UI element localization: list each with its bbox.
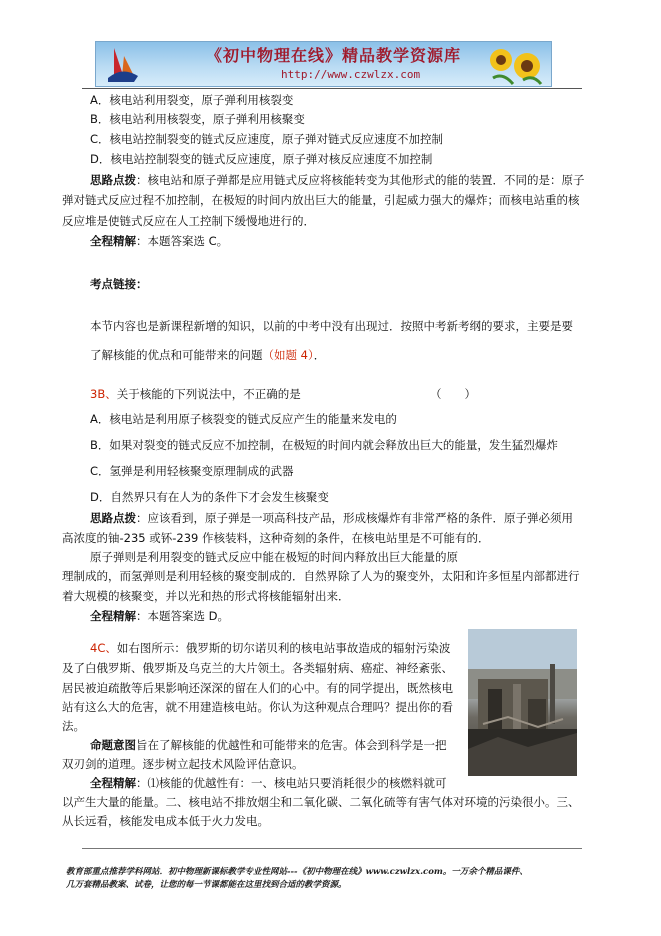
idea-line: 反应堆是使链式反应在人工控制下缓慢地进行的．	[62, 214, 315, 228]
answer-text: 以产生大量的能量。二、核电站不排放烟尘和二氧化碳、二氧化硫等有害气体对环境的污染很小。三、	[62, 795, 580, 809]
purpose-text: 双刃剑的道理。逐步树立起技术风险评估意识。	[62, 757, 304, 771]
answer-label: 全程精解	[90, 776, 136, 790]
question-text: 及了白俄罗斯、俄罗斯及乌克兰的大片领土。各类辐射病、癌症、神经紊张、	[62, 661, 453, 675]
section-heading: 考点链接：	[90, 277, 148, 291]
answer-paragraph	[90, 775, 447, 791]
answer-paragraph	[90, 233, 228, 249]
answer-paragraph	[90, 608, 229, 624]
answer-parens: （ ）	[430, 387, 476, 401]
example-ref: （如题 4）	[262, 348, 314, 362]
question-text: 如右图所示：俄罗斯的切尔诺贝利的核电站事故造成的辐射污染波	[116, 641, 451, 655]
answer-text: ：⑴核能的优越性有：一、核电站只要消耗很少的核燃料就可	[136, 776, 447, 790]
question-3b-stem	[90, 386, 301, 402]
link-text: 了解核能的优点和可能带来的问题	[90, 348, 263, 362]
question-4c-stem	[90, 640, 450, 656]
option-d: D．自然界只有在人为的条件下才会发生核聚变	[90, 490, 329, 504]
question-text: 居民被迫疏散等后果影响还深深的留在人们的心中。有的同学提出，既然核电	[62, 681, 453, 695]
option-c: C．氢弹是利用轻核聚变原理制成的武器	[90, 464, 294, 478]
idea-paragraph	[90, 172, 585, 188]
question-text: 关于核能的下列说法中，不正确的是	[116, 387, 301, 401]
option-a: A．核电站利用裂变，原子弹利用核裂变	[90, 93, 294, 107]
option-b: B．核电站利用核裂变，原子弹利用核聚变	[90, 112, 305, 126]
answer-text: ：本题答案选 D。	[136, 609, 230, 623]
idea-line: 理制成的，而氢弹则是利用轻核的聚变制成的．自然界除了人为的聚变外，太阳和许多恒星内部都进行	[62, 569, 580, 583]
answer-label: 全程精解	[90, 609, 136, 623]
idea-label: 思路点拨	[90, 511, 136, 525]
reactor-photo	[468, 629, 577, 776]
answer-text: ：本题答案选 C。	[136, 234, 229, 248]
header-banner	[95, 41, 552, 87]
idea-line: 弹对链式反应过程不加控制，在极短的时间内放出巨大的能量，引起威力强大的爆炸；而核电站重的核	[62, 193, 580, 207]
purpose-paragraph	[90, 737, 447, 753]
idea-line: 原子弹则是利用裂变的链式反应中能在极短的时间内释放出巨大能量的原	[90, 550, 458, 564]
idea-line: 着大规模的核聚变，并以光和热的形式将核能辐射出来．	[62, 589, 350, 603]
footer-divider	[82, 848, 582, 849]
idea-line: ：核电站和原子弹都是应用链式反应将核能转变为其他形式的能的装置．不同的是：原子	[136, 173, 585, 187]
link-line	[90, 347, 325, 363]
header-divider	[82, 88, 582, 89]
idea-label: 思路点拨	[90, 173, 136, 187]
banner-title: 《初中物理在线》精品教学资源库	[206, 46, 462, 65]
nuclear-plant-ruin-image	[468, 629, 577, 776]
option-d: D．核电站控制裂变的链式反应速度，原子弹对核反应速度不加控制	[90, 152, 433, 166]
period: ．	[313, 348, 326, 362]
footer-line: 几万套精品教案、试卷，让您的每一节课都能在这里找到合适的教学资源。	[66, 880, 347, 890]
option-c: C．核电站控制裂变的链式反应速度，原子弹对链式反应速度不加控制	[90, 132, 444, 146]
idea-line: 高浓度的铀-235 或钚-239 作核装料，这种奇刻的条件，在核电站里是不可能有的．	[62, 531, 490, 545]
option-a: A．核电站是利用原子核裂变的链式反应产生的能量来发电的	[90, 412, 397, 426]
question-number: 3B、	[90, 387, 117, 401]
idea-paragraph	[90, 510, 573, 526]
footer-line: 教育部重点推荐学科网站．初中物理新课标教学专业性网站---《初中物理在线》www.czwlzx.com。一万余个精品课件、	[66, 867, 528, 877]
question-text: 站有这么大的危害，就不用建造核电站。你认为这种观点合理吗？提出你的看	[62, 700, 453, 714]
question-number: 4C、	[90, 641, 117, 655]
site-logo-icon	[104, 46, 140, 84]
idea-line: ：应该看到，原子弹是一项高科技产品，形成核爆炸有非常严格的条件．原子弹必须用	[136, 511, 573, 525]
option-b: B．如果对裂变的链式反应不加控制，在极短的时间内就会释放出巨大的能量，发生猛烈爆炸	[90, 438, 558, 452]
purpose-label: 命题意图	[90, 738, 136, 752]
banner-url: http://www.czwlzx.com	[281, 68, 421, 81]
link-line: 本节内容也是新课程新增的知识，以前的中考中没有出现过．按照中考新考纲的要求，主要是要	[90, 319, 573, 333]
purpose-text: 旨在了解核能的优越性和可能带来的危害。体会到科学是一把	[136, 738, 447, 752]
sunflower-icon	[483, 44, 547, 86]
answer-label: 全程精解	[90, 234, 136, 248]
question-text: 法。	[62, 719, 85, 733]
answer-text: 从长远看，核能发电成本低于火力发电。	[62, 814, 269, 828]
